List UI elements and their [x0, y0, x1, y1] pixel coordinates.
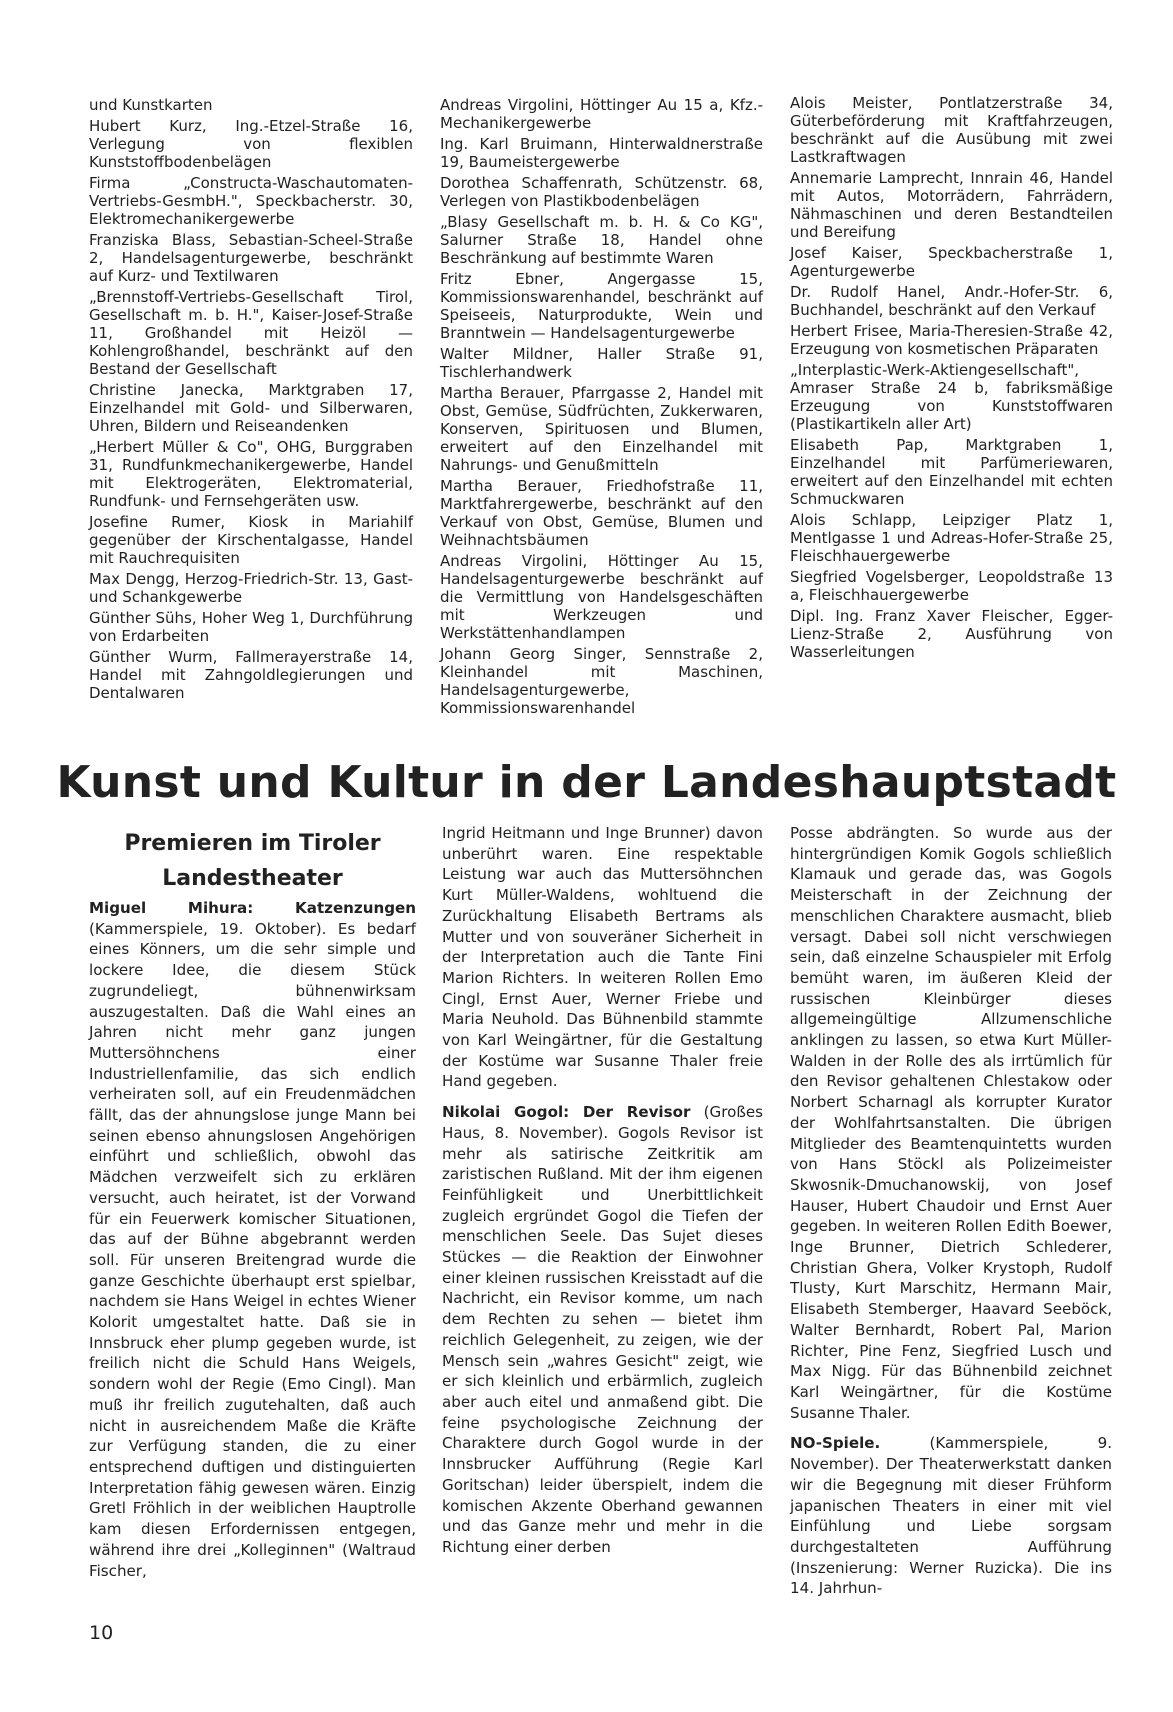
register-entry: Fritz Ebner, Angergasse 15, Kommissionswarenhandel, beschränkt auf Speiseeis, Naturprodukte, Wein und Branntwein — Handelsagenturgewerbe [440, 270, 763, 342]
register-entry: Franziska Blass, Sebastian-Scheel-Straße 2, Handelsagenturgewerbe, beschränkt auf Kurz- und Textilwaren [89, 231, 413, 285]
register-entry: Martha Berauer, Pfarrgasse 2, Handel mit Obst, Gemüse, Südfrüchten, Zukkerwaren, Konserven, Spirituosen und Blumen, erweitert auf den Einzelhandel mit Nahrungs- und Genußmitteln [440, 384, 763, 474]
register-entry: Herbert Frisee, Maria-Theresien-Straße 42, Erzeugung von kosmetischen Präparaten [790, 322, 1113, 358]
register-entry: Walter Mildner, Haller Straße 91, Tischlerhandwerk [440, 345, 763, 381]
register-column-1 [89, 96, 413, 705]
register-entry: Christine Janecka, Marktgraben 17, Einzelhandel mit Gold- und Silberwaren, Uhren, Bildern und Reiseandenken [89, 381, 413, 435]
register-column-3 [790, 94, 1113, 664]
register-entry: Josefine Rumer, Kiosk in Mariahilf gegenüber der Kirschentalgasse, Handel mit Rauchrequisiten [89, 513, 413, 567]
register-entry: Siegfried Vogelsberger, Leopoldstraße 13 a, Fleischhauergewerbe [790, 568, 1113, 604]
register-entry: Andreas Virgolini, Höttinger Au 15 a, Kfz.-Mechanikergewerbe [440, 96, 763, 132]
register-entry: Dipl. Ing. Franz Xaver Fleischer, Egger-Lienz-Straße 2, Ausführung von Wasserleitungen [790, 607, 1113, 661]
subheading-line: Landestheater [162, 866, 343, 891]
page-number: 10 [89, 1622, 114, 1644]
article-column-1 [89, 898, 416, 1581]
subheading-line: Premieren im Tiroler [124, 831, 381, 856]
article-paragraph [89, 898, 416, 1581]
register-entry: Elisabeth Pap, Marktgraben 1, Einzelhandel mit Parfümeriewaren, erweitert auf den Einzelhandel mit echten Schmuckwaren [790, 436, 1113, 508]
paragraph-text: (Großes Haus, 8. November). Gogols Revisor ist mehr als satirische Zeitkritik am zaristischen Rußland. Mit der ihm eigenen Feinfühligkeit und Unerbittlichkeit zugleich ergründet Gogol die Tiefen der menschlichen Seele. Das Sujet dieses Stückes — die Reaktion der Einwohner einer kleinen russischen Kreisstadt auf die Nachricht, ein Revisor komme, um nach dem Rechten zu sehen — bietet ihm reichlich Gelegenheit, zu zeigen, wie der Mensch sein „wahres Gesicht" zeigt, wie er sich kleinlich und erbärmlich, zugleich aber auch eitel und anmaßend gibt. Die feine psychologische Zeichnung der Charaktere durch Gogol wurde in der Innsbrucker Aufführung (Regie Karl Goritschan) leider überspielt, indem die komischen Akzente Oberhand gewannen und das Ganze mehr und mehr in die Richtung einer derben [442, 1103, 763, 1556]
article-paragraph: Posse abdrängten. So wurde aus der hintergründigen Komik Gogols schließlich Klamauk und gerade das, was Gogols Meisterschaft in der Zeichnung der menschlichen Charaktere ausmacht, blieb versagt. Dabei soll nicht verschwiegen sein, daß einzelne Schauspieler mit Erfolg bemüht waren, im äußeren Kleid der russischen Kleinbürger dieses allgemeingültige Allzumenschliche anklingen zu lassen, so etwa Kurt Müller-Walden in der Rolle des als irrtümlich für den Revisor gehaltenen Chlestakow oder Norbert Scharnagl als korrupter Kurator der Wohlfahrtsanstalten. Die übrigen Mitglieder des Beamtenquintetts wurden von Hans Stöckl als Polizeimeister Skwosnik-Dmuchanowskij, von Josef Hauser, Hubert Chaudoir und Ernst Auer gegeben. In weiteren Rollen Edith Boewer, Inge Brunner, Dietrich Schlederer, Christian Ghera, Volker Krystoph, Rudolf Tlusty, Kurt Marschitz, Hermann Mair, Elisabeth Stemberger, Haavard Seeböck, Walter Bernhardt, Robert Pal, Marion Richter, Pine Fenz, Siegfried Lusch und Max Nigg. Für das Bühnenbild zeichnet Karl Weingärtner, für die Kostüme Susanne Thaler. [790, 824, 1112, 1422]
register-entry: „Blasy Gesellschaft m. b. H. & Co KG", Salurner Straße 18, Handel ohne Beschränkung auf bestimmte Waren [440, 213, 763, 267]
register-entry: Günther Sühs, Hoher Weg 1, Durchführung von Erdarbeiten [89, 609, 413, 645]
register-entry: und Kunstkarten [89, 96, 213, 114]
register-entry: „Interplastic-Werk-Aktiengesellschaft", Amraser Straße 24 b, fabriksmäßige Erzeugung von Kunststoffwaren (Plastikartikeln aller Art) [790, 361, 1113, 433]
section-headline: Kunst und Kultur in der Landeshauptstadt [56, 757, 1117, 808]
play-title: NO-Spiele. [790, 1434, 881, 1453]
register-entry: Alois Schlapp, Leipziger Platz 1, Mentlgasse 1 und Adreas-Hofer-Straße 25, Fleischhauergewerbe [790, 511, 1113, 565]
register-entry: Dr. Rudolf Hanel, Andr.-Hofer-Str. 6, Buchhandel, beschränkt auf den Verkauf [790, 283, 1113, 319]
register-column-2 [440, 96, 763, 720]
register-entry: Hubert Kurz, Ing.-Etzel-Straße 16, Verlegung von flexiblen Kunststoffbodenbelägen [89, 117, 413, 171]
register-entry: Ing. Karl Bruimann, Hinterwaldnerstraße 19, Baumeistergewerbe [440, 135, 763, 171]
paragraph-text: (Kammerspiele, 19. Oktober). Es bedarf eines Könners, um die sehr simple und lockere Idee, die diesem Stück zugrundeliegt, bühnenwirksam auszugestalten. Daß die Wahl eines an Jahren nicht mehr ganz jungen Muttersöhnchens einer Industriellenfamilie, das sich endlich verheiraten soll, auf ein Freudenmädchen fällt, das der ahnungslose junge Mann bei seinen ebenso ahnungslosen Angehörigen einführt und schließlich, obwohl das Mädchen verzweifelt sich zu erklären versucht, auch heiratet, ist der Vorwand für ein Feuerwerk komischer Situationen, das auf der Bühne abgebrannt werden soll. Für unseren Breitengrad wurde die ganze Geschichte überhaupt erst spielbar, nachdem sie Hans Weigel in echtes Wiener Kolorit umgestaltet hatte. Daß sie in Innsbruck eher plump gegeben wurde, ist freilich nicht die Schuld Hans Weigels, sondern wohl der Regie (Emo Cingl). Man muß ihr freilich zugutehalten, daß auch nicht in ausreichendem Maße die Kräfte zur Verfügung standen, die zu einer entsprechend duftigen und distinguierten Interpretation fähig gewesen wären. Einzig Gretl Fröhlich in der weiblichen Hauptrolle kam diesen Erfordernissen entgegen, während ihre drei „Kolleginnen" (Waltraud Fischer, [89, 919, 416, 1580]
register-entry: „Herbert Müller & Co", OHG, Burggraben 31, Rundfunkmechanikergewerbe, Handel mit Elektrogeräten, Elektromaterial, Rundfunk- und Fernsehgeräten usw. [89, 438, 413, 510]
register-entry: Alois Meister, Pontlatzerstraße 34, Güterbeförderung mit Kraftfahrzeugen, beschränkt auf die Ausübung mit zwei Lastkraftwagen [790, 94, 1113, 166]
register-entry: Günther Wurm, Fallmerayerstraße 14, Handel mit Zahngoldlegierungen und Dentalwaren [89, 648, 413, 702]
article-paragraph: Ingrid Heitmann und Inge Brunner) davon unberührt waren. Eine respektable Leistung war auch das Muttersöhnchen Kurt Müller-Waldens, wohltuend die Zurückhaltung Elisabeth Bertrams als Mutter und von souveräner Sicherheit in der Interpretation auch die Tante Fini Marion Richters. In weiteren Rollen Emo Cingl, Ernst Auer, Werner Friebe und Maria Neuhold. Das Bühnenbild stammte von Karl Weingärtner, für die Gestaltung der Kostüme war Susanne Thaler freie Hand gegeben. [442, 824, 763, 1091]
play-title: Miguel Mihura: Katzenzungen [89, 899, 416, 917]
article-subheading [89, 826, 416, 896]
article-paragraph [790, 1433, 1112, 1599]
register-entry: Dorothea Schaffenrath, Schützenstr. 68, Verlegen von Plastikbodenbelägen [440, 174, 763, 210]
register-entry: „Brennstoff-Vertriebs-Gesellschaft Tirol, Gesellschaft m. b. H.", Kaiser-Josef-Straße 11, Großhandel mit Heizöl — Kohlengroßhandel, beschränkt auf den Bestand der Gesellschaft [89, 288, 413, 378]
paragraph-text: (Kammerspiele, 9. November). Der Theaterwerkstatt danken wir die Begegnung mit dieser Frühform japanischen Theaters in einer mit viel Einfühlung und Liebe sorgsam durchgestalteten Aufführung (Inszenierung: Werner Ruzicka). Die ins 14. Jahrhun- [790, 1434, 1112, 1598]
register-entry: Andreas Virgolini, Höttinger Au 15, Handelsagenturgewerbe beschränkt auf die Vermittlung von Handelsgeschäften mit Werkzeugen und Werkstättenhandlampen [440, 552, 763, 642]
register-entry: Firma „Constructa-Waschautomaten-Vertriebs-GesmbH.", Speckbacherstr. 30, Elektromechanikergewerbe [89, 174, 413, 228]
article-column-3 [790, 823, 1112, 1599]
register-entry: Martha Berauer, Friedhofstraße 11, Marktfahrergewerbe, beschränkt auf den Verkauf von Obst, Gemüse, Blumen und Weihnachtsbäumen [440, 477, 763, 549]
play-title: Nikolai Gogol: Der Revisor [442, 1103, 691, 1122]
article-column-2 [442, 823, 763, 1558]
register-entry: Josef Kaiser, Speckbacherstraße 1, Agenturgewerbe [790, 244, 1113, 280]
register-entry: Annemarie Lamprecht, Innrain 46, Handel mit Autos, Motorrädern, Fahrrädern, Nähmaschinen und deren Bestandteilen und Bereifung [790, 169, 1113, 241]
article-paragraph [442, 1102, 763, 1557]
register-entry: Max Dengg, Herzog-Friedrich-Str. 13, Gast- und Schankgewerbe [89, 570, 413, 606]
register-entry: Johann Georg Singer, Sennstraße 2, Kleinhandel mit Maschinen, Handelsagenturgewerbe, Kommissionswarenhandel [440, 645, 763, 717]
